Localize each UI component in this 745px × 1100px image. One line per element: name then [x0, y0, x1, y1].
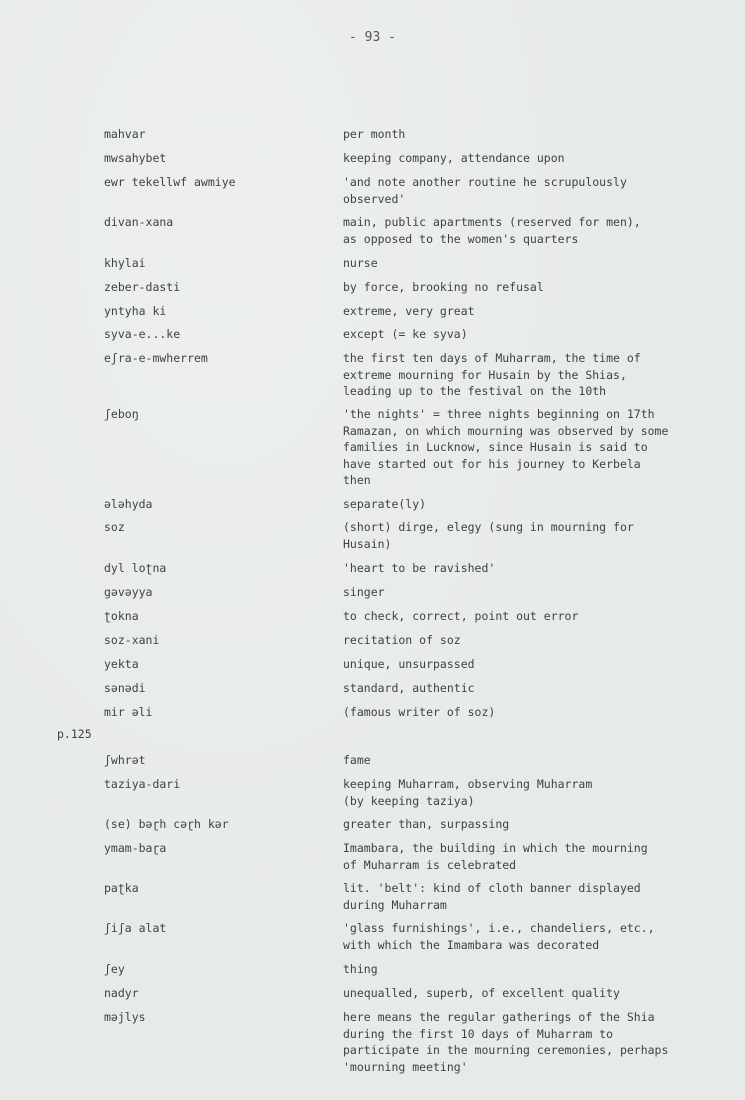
entry-term: mir əli [104, 705, 153, 719]
entry-term: ələhyda [104, 497, 153, 511]
entry-gloss: Imambara, the building in which the mourning of Muharram is celebrated [343, 841, 648, 872]
entry-term: dyl loʈna [104, 561, 167, 575]
entry-gloss: main, public apartments (reserved for men), as opposed to the women's quarters [343, 215, 641, 246]
entry-gloss: (short) dirge, elegy (sung in mourning for Husain) [343, 520, 634, 551]
entry-term: eʃra-e-mwherrem [104, 351, 208, 365]
entry-term: zeber-dasti [104, 280, 181, 294]
entry-gloss: to check, correct, point out error [343, 609, 579, 623]
entry-term: divan-xana [104, 215, 174, 229]
entry-gloss: keeping Muharram, observing Muharram (by keeping taziya) [343, 777, 593, 808]
entry-term: taziya-dari [104, 777, 181, 791]
entry-gloss: unequalled, superb, of excellent quality [343, 986, 620, 1000]
entry-term: syva-e...ke [104, 327, 181, 341]
page-number: - 93 - [349, 30, 396, 45]
entry-gloss: singer [343, 585, 385, 599]
entry-gloss: 'heart to be ravished' [343, 561, 496, 575]
entry-gloss: by force, brooking no refusal [343, 280, 544, 294]
entry-gloss: extreme, very great [343, 304, 475, 318]
entry-term: (se) bəɽh cəɽh kər [104, 817, 229, 831]
entry-term: mwsahybet [104, 151, 167, 165]
entry-gloss: (famous writer of soz) [343, 705, 496, 719]
entry-gloss: fame [343, 753, 371, 767]
page-reference-marker: p.125 [57, 727, 92, 741]
entry-term: ʃiʃa alat [104, 921, 167, 935]
entry-term: nadyr [104, 986, 139, 1000]
entry-gloss: standard, authentic [343, 681, 475, 695]
entry-gloss: keeping company, attendance upon [343, 151, 565, 165]
entry-term: paʈka [104, 881, 139, 895]
entry-term: ʃeboŋ [104, 407, 139, 421]
entry-gloss: except (= ke syva) [343, 327, 468, 341]
entry-term: ʃwhrət [104, 753, 146, 767]
entry-term: məjlys [104, 1010, 146, 1024]
entry-gloss: separate(ly) [343, 497, 427, 511]
entry-term: yntyha ki [104, 304, 167, 318]
entry-term: ʃey [104, 962, 125, 976]
entry-gloss: per month [343, 127, 406, 141]
entry-term: gəvəyya [104, 585, 153, 599]
entry-gloss: here means the regular gatherings of the Shia during the first 10 days of Muharram to participate in the mourning ceremonies, perhaps 'mourning meeting' [343, 1010, 669, 1074]
entry-term: khylai [104, 256, 146, 270]
entry-gloss: unique, unsurpassed [343, 657, 475, 671]
entry-term: yekta [104, 657, 139, 671]
entry-gloss: lit. 'belt': kind of cloth banner displayed during Muharram [343, 881, 641, 912]
entry-gloss: thing [343, 962, 378, 976]
entry-gloss: 'and note another routine he scrupulously observed' [343, 175, 627, 206]
entry-term: soz [104, 520, 125, 534]
entry-gloss: recitation of soz [343, 633, 461, 647]
entry-gloss: the first ten days of Muharram, the time of extreme mourning for Husain by the Shias, leading up to the festival on the 10th [343, 351, 641, 398]
entry-gloss: 'glass furnishings', i.e., chandeliers, etc., with which the Imambara was decorated [343, 921, 655, 952]
entry-term: sənədi [104, 681, 146, 695]
entry-gloss: greater than, surpassing [343, 817, 510, 831]
entry-gloss: nurse [343, 256, 378, 270]
entry-gloss: 'the nights' = three nights beginning on 17th Ramazan, on which mourning was observed by some families in Lucknow, since Husain is said to have started out for his journey to Kerbela then [343, 407, 669, 487]
entry-term: ymam-baɽa [104, 841, 167, 855]
entry-term: soz-xani [104, 633, 160, 647]
entry-term: ewr tekellwf awmiye [104, 175, 236, 189]
entry-term: mahvar [104, 127, 146, 141]
entry-term: ʈokna [104, 609, 139, 623]
